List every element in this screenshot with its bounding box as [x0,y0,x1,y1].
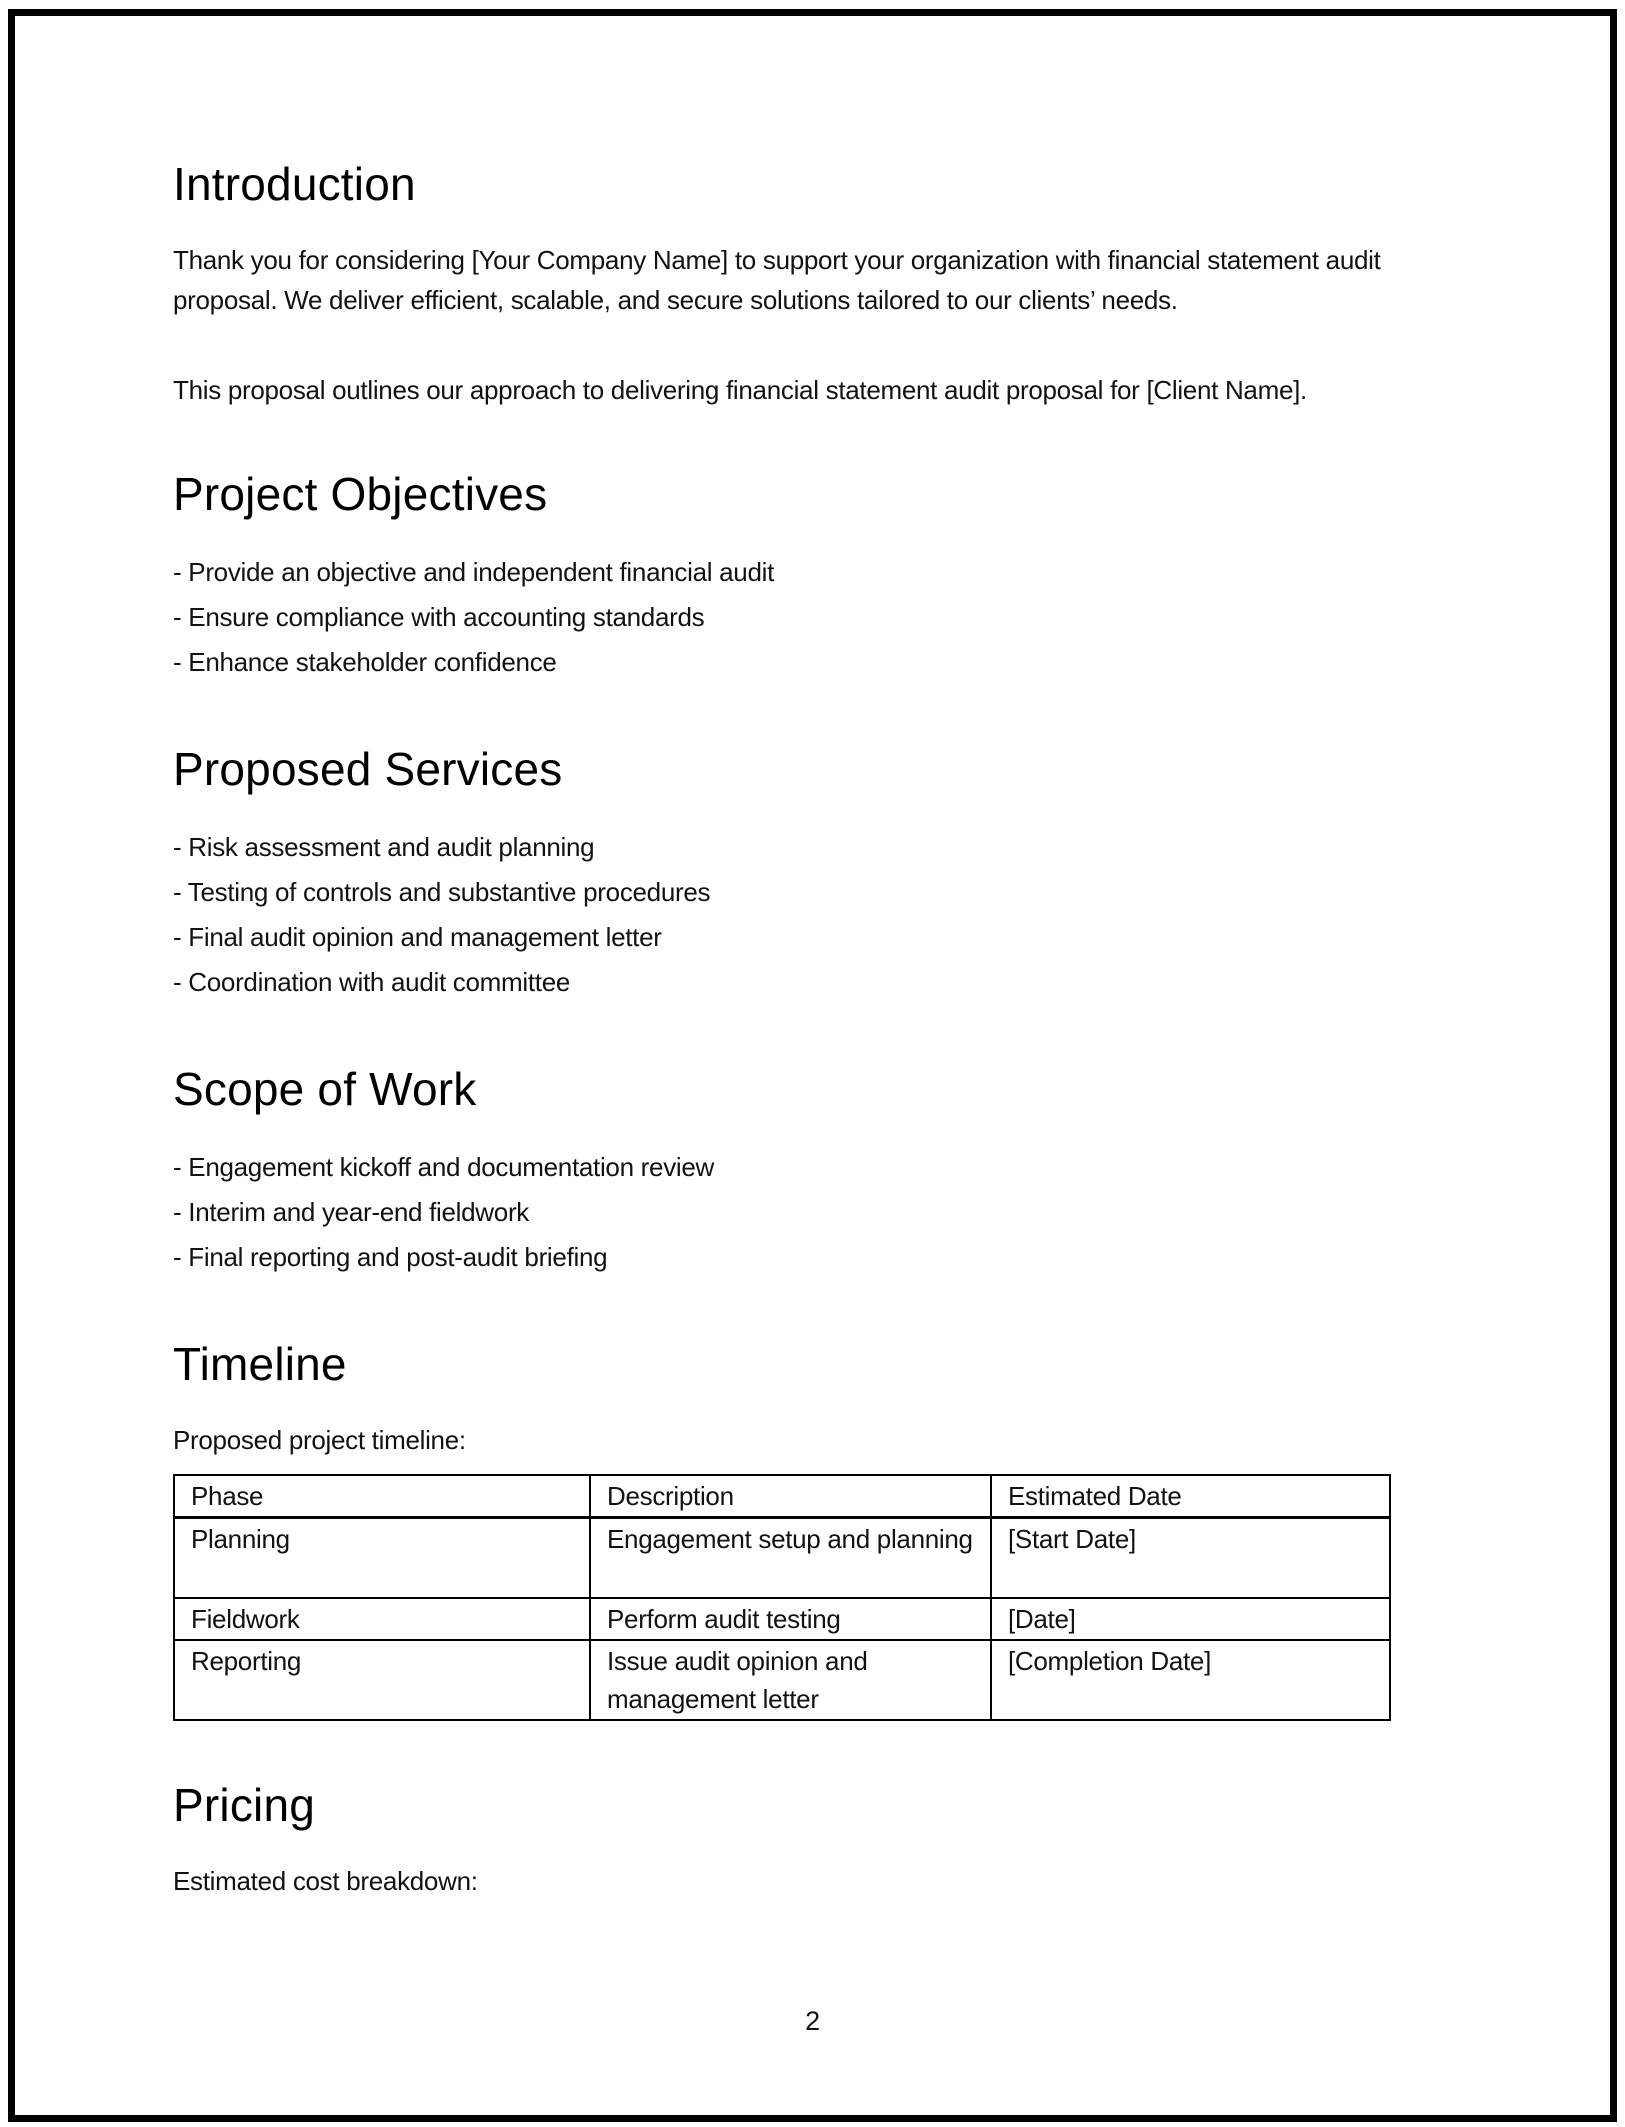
table-cell: Engagement setup and planning [590,1518,991,1599]
table-header-description: Description [590,1475,991,1518]
list-item: - Engagement kickoff and documentation review [173,1152,715,1182]
table-row [174,1518,1390,1599]
list-item: - Ensure compliance with accounting standards [173,602,705,632]
proposed-services-list [173,825,1460,1005]
table-cell: [Completion Date] [991,1640,1390,1720]
section-heading-proposed-services: Proposed Services [173,743,563,795]
table-header-estimated-date: Estimated Date [991,1475,1390,1518]
scope-of-work-list [173,1145,1460,1280]
table-cell: Reporting [174,1640,590,1720]
section-heading-scope-of-work: Scope of Work [173,1063,477,1115]
table-cell: Issue audit opinion and management letter [590,1640,991,1720]
table-cell: Planning [174,1518,590,1599]
timeline-intro-text: Proposed project timeline: [173,1425,466,1455]
list-item: - Final audit opinion and management letter [173,922,662,952]
table-cell: Fieldwork [174,1598,590,1640]
page-border-frame [8,9,1617,2122]
table-row [174,1598,1390,1640]
page-content [15,16,1610,1901]
section-heading-timeline: Timeline [173,1338,347,1390]
introduction-paragraph-1: Thank you for considering [Your Company Name] to support your organization with financial statement audit proposal. We deliver efficient, scalable, and secure solutions tailored to our clients’ needs. [173,245,1381,315]
list-item: - Risk assessment and audit planning [173,832,595,862]
list-item: - Final reporting and post-audit briefing [173,1242,608,1272]
list-item: - Enhance stakeholder confidence [173,647,557,677]
list-item: - Provide an objective and independent financial audit [173,557,775,587]
list-item: - Testing of controls and substantive procedures [173,877,711,907]
page-number: 2 [805,2006,820,2036]
table-cell: [Date] [991,1598,1390,1640]
table-header-row [174,1475,1390,1518]
section-heading-introduction: Introduction [173,158,416,210]
timeline-table [173,1474,1391,1721]
list-item: - Interim and year-end fieldwork [173,1197,529,1227]
pricing-intro-text: Estimated cost breakdown: [173,1866,478,1896]
table-cell: Perform audit testing [590,1598,991,1640]
section-heading-project-objectives: Project Objectives [173,468,548,520]
table-row [174,1640,1390,1720]
project-objectives-list [173,550,1460,685]
table-cell: [Start Date] [991,1518,1390,1599]
section-heading-pricing: Pricing [173,1779,316,1831]
table-header-phase: Phase [174,1475,590,1518]
list-item: - Coordination with audit committee [173,967,571,997]
introduction-paragraph-2: This proposal outlines our approach to delivering financial statement audit proposal for [Client Name]. [173,375,1307,405]
